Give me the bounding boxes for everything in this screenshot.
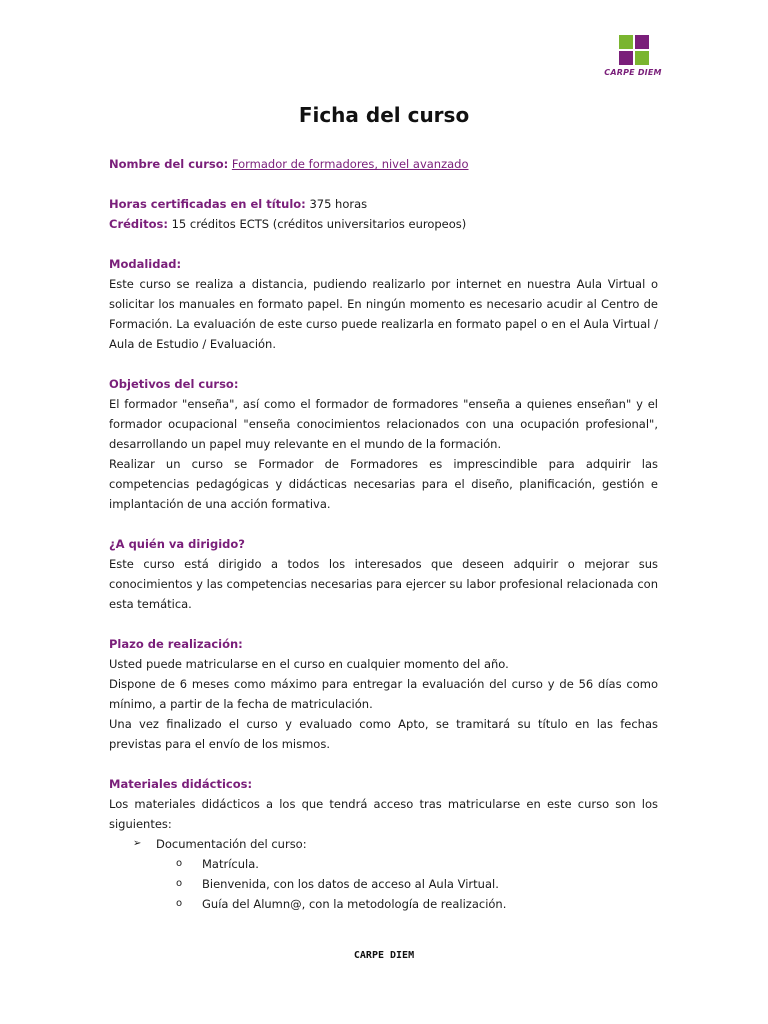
page-title: Ficha del curso — [298, 103, 470, 127]
deadline-heading: Plazo de realización: — [109, 637, 243, 651]
modality-text: Este curso se realiza a distancia, pudiendo realizarlo por internet en nuestra Aula Virtual o solicitar los manuales en formato papel. En ningún momento es necesario acudir al Centro de Formación. La evaluación de este curso puede realizarla en formato papel o en el Aula Virtual / Aula de Estudio / Evaluación. — [109, 277, 658, 351]
materials-sublist — [156, 854, 658, 914]
hours-value: 375 horas — [309, 197, 368, 211]
objectives-heading: Objetivos del curso: — [109, 377, 239, 391]
list-item — [133, 834, 658, 914]
list-item — [176, 854, 658, 874]
logo-caption: CARPE DIEM — [604, 68, 662, 77]
deadline-paragraph: Dispone de 6 meses como máximo para entregar la evaluación del curso y de 56 días como mínimo, a partir de la fecha de matriculación. — [109, 677, 658, 711]
objectives-paragraph: El formador "enseña", así como el formador de formadores "enseña a quienes enseñan" y el formador ocupacional "enseña conocimientos relacionados con una ocupación profesional", desarrollando un papel muy relevante en el mundo de la formación. — [109, 397, 658, 451]
credits-label: Créditos: — [109, 217, 168, 231]
list-item — [176, 874, 658, 894]
circle-bullet-icon: o — [176, 858, 183, 869]
list-item-label: Bienvenida, con los datos de acceso al Aula Virtual. — [202, 877, 499, 891]
deadline-paragraph: Usted puede matricularse en el curso en cualquier momento del año. — [109, 657, 509, 671]
credits-value: 15 créditos ECTS (créditos universitarios europeos) — [171, 217, 467, 231]
list-item-label: Documentación del curso: — [156, 837, 307, 851]
logo-square-purple-bottom-left — [619, 51, 633, 65]
carpe-diem-logo — [603, 33, 663, 83]
logo-square-green-bottom-right — [635, 51, 649, 65]
course-name-label: Nombre del curso: — [109, 157, 229, 171]
objectives-paragraph: Realizar un curso se Formador de Formadores es imprescindible para adquirir las competencias pedagógicas y didácticas necesarias para el diseño, planificación, gestión e implantación de una acción formativa. — [109, 457, 658, 511]
course-name-link[interactable]: Formador de formadores, nivel avanzado — [231, 157, 469, 171]
hours-line — [109, 194, 658, 214]
circle-bullet-icon: o — [176, 898, 183, 909]
deadline-paragraph: Una vez finalizado el curso y evaluado como Apto, se tramitará su título en las fechas previstas para el envío de los mismos. — [109, 717, 658, 751]
audience-heading: ¿A quién va dirigido? — [109, 537, 245, 551]
hours-label: Horas certificadas en el título: — [109, 197, 306, 211]
audience-text: Este curso está dirigido a todos los interesados que deseen adquirir o mejorar sus conocimientos y las competencias necesarias para ejercer su labor profesional relacionada con esta temática. — [109, 557, 658, 611]
arrow-bullet-icon: ➢ — [133, 838, 142, 849]
materials-list — [109, 834, 658, 914]
materials-intro: Los materiales didácticos a los que tendrá acceso tras matricularse en este curso son los siguientes: — [109, 797, 658, 831]
logo-square-purple-top-right — [635, 35, 649, 49]
list-item — [176, 894, 658, 914]
list-item-label: Guía del Alumn@, con la metodología de realización. — [202, 897, 507, 911]
modality-heading: Modalidad: — [109, 257, 182, 271]
logo-square-green-top-left — [619, 35, 633, 49]
credits-line — [109, 214, 658, 234]
course-name-line — [109, 154, 658, 174]
circle-bullet-icon: o — [176, 878, 183, 889]
page-footer: CARPE DIEM — [353, 950, 415, 961]
materials-heading: Materiales didácticos: — [109, 777, 253, 791]
list-item-label: Matrícula. — [202, 857, 259, 871]
course-sheet — [109, 154, 658, 914]
